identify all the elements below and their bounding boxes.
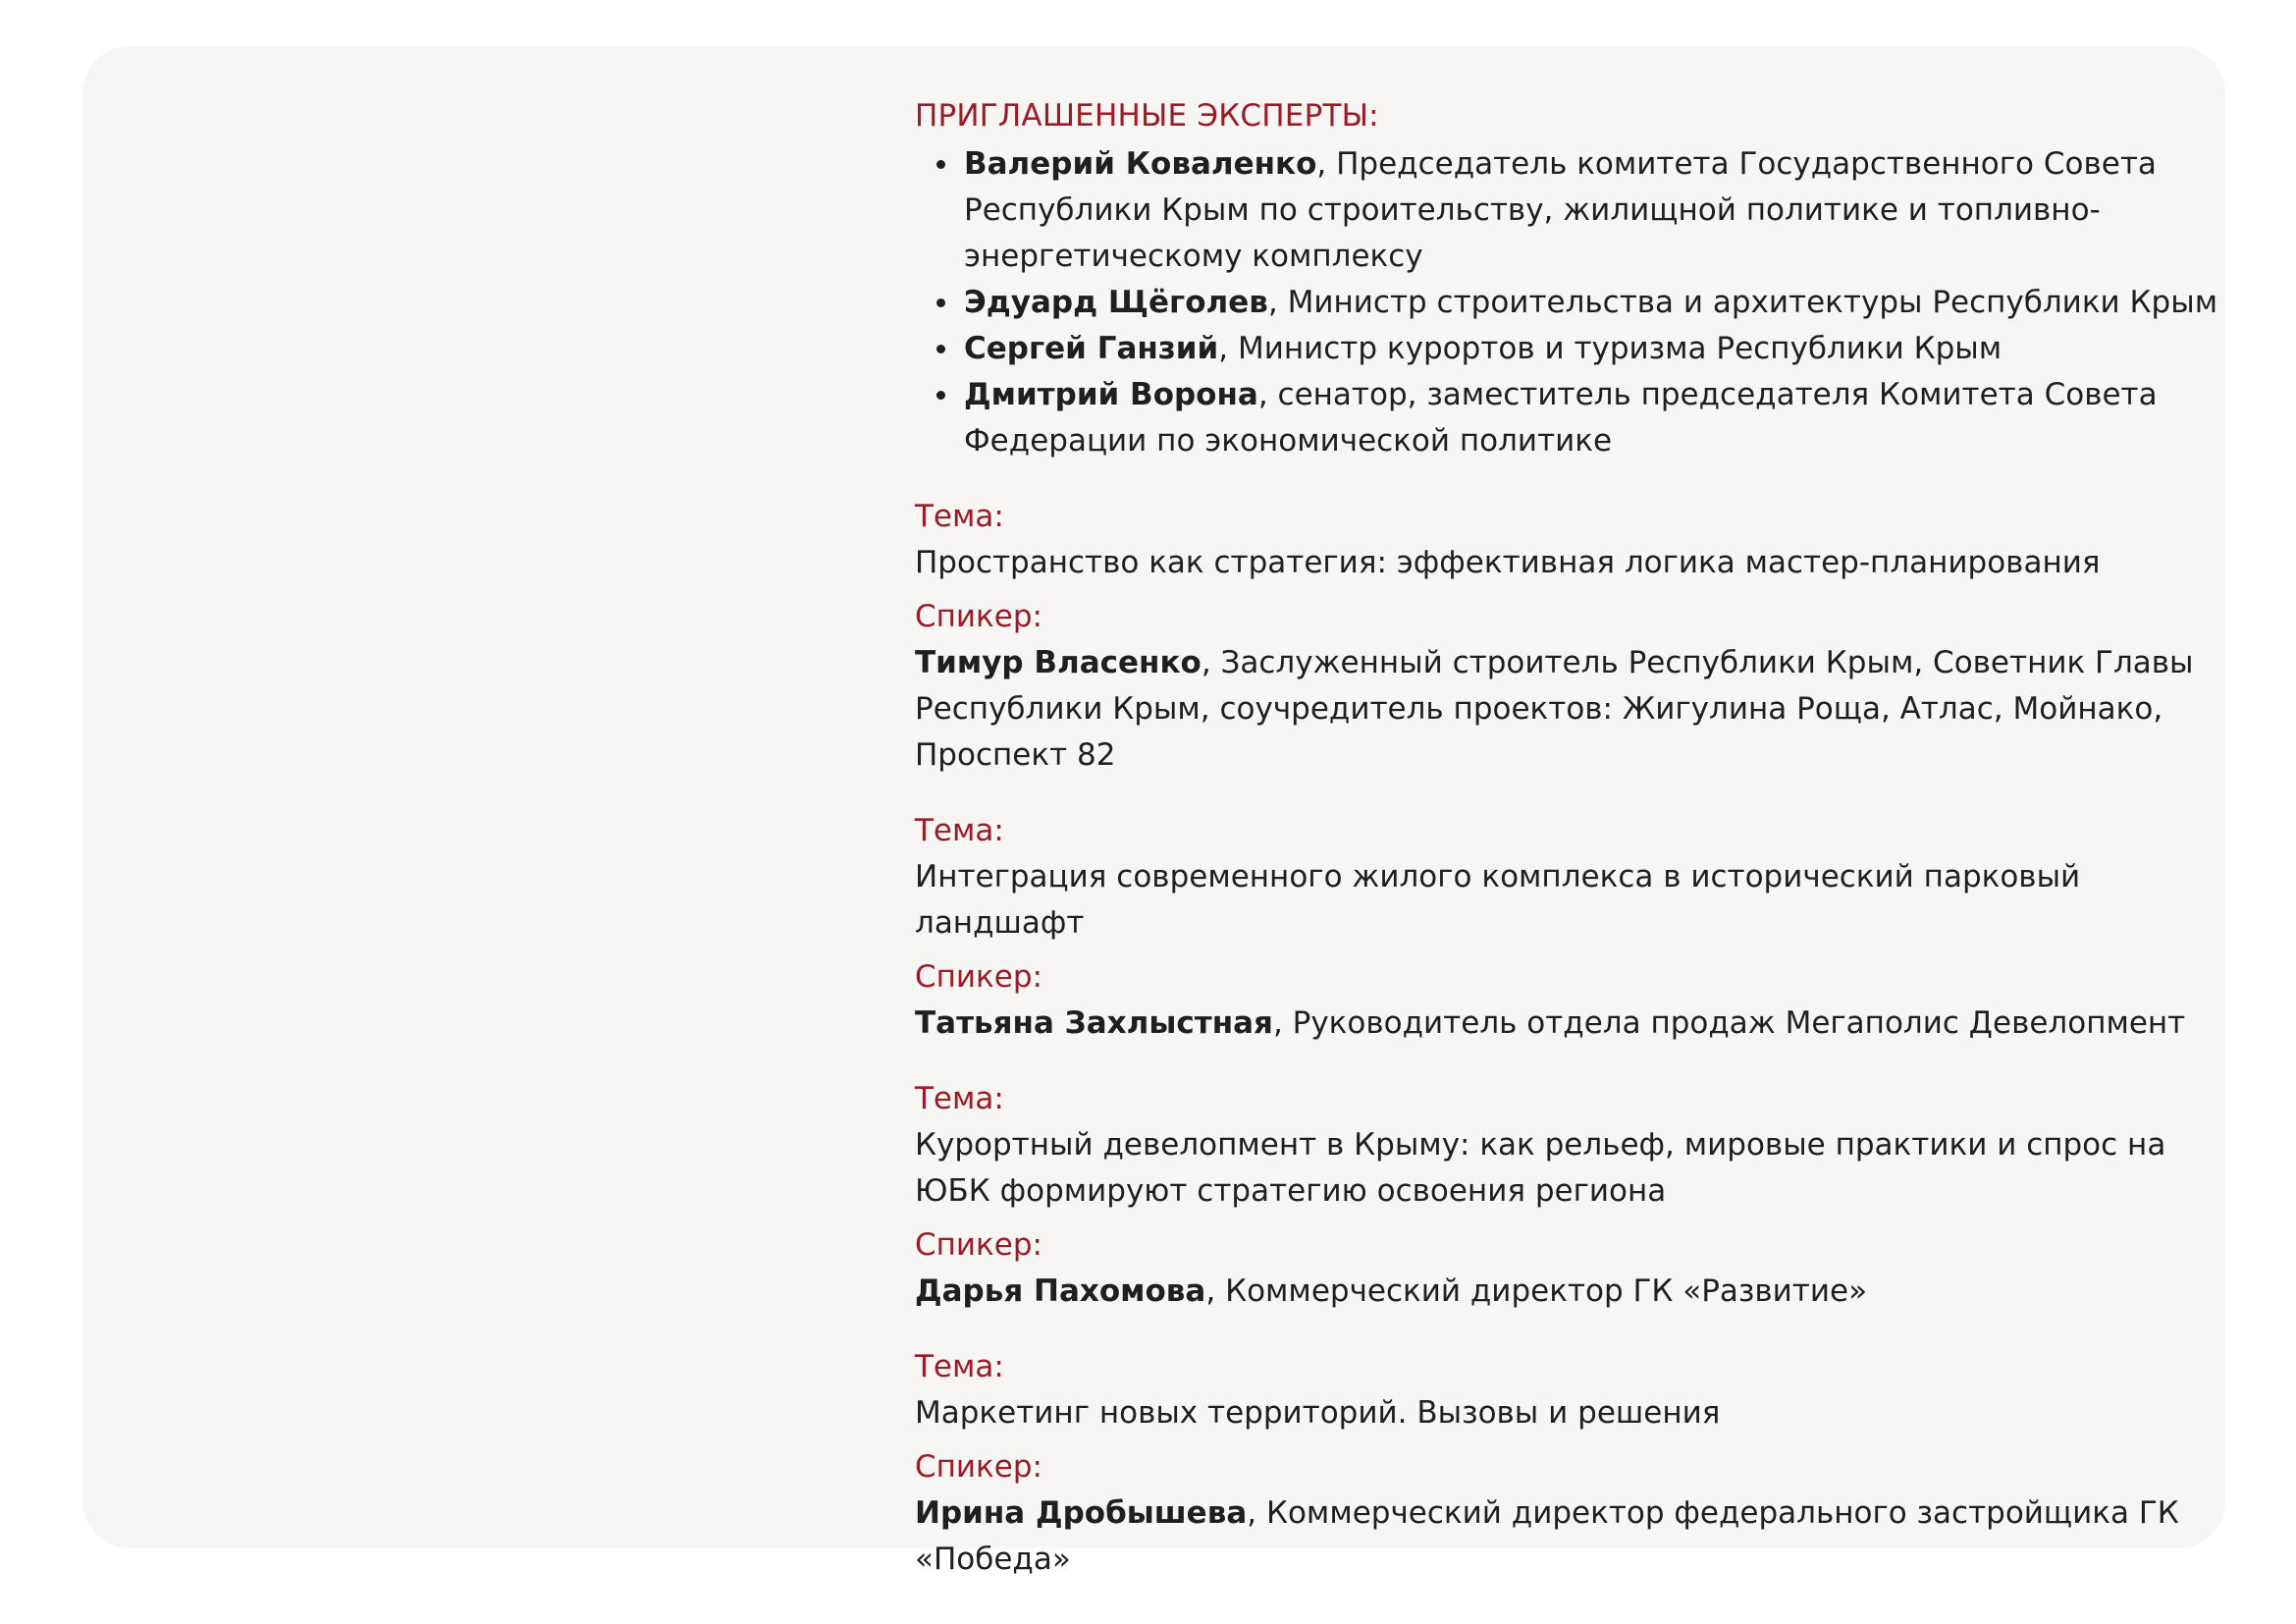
speaker-name: Дарья Пахомова (915, 1273, 1206, 1309)
expert-name: Сергей Ганзий (964, 331, 1219, 366)
topic-text: Пространство как стратегия: эффективная логика мастер-планирования (915, 545, 2101, 580)
speaker-label: Спикер: (915, 1449, 1042, 1485)
speaker-description: , Заслуженный строитель Республики Крым, Советник Главы Республики Крым, соучредитель проектов: Жигулина Роща, Атлас, Мойнако, Проспект 82 (915, 645, 2194, 773)
speaker-name: Ирина Дробышева (915, 1495, 1248, 1531)
expert-description: , Министр строительства и архитектуры Республики Крым (1267, 285, 2218, 320)
speaker-description: , Коммерческий директор ГК «Развитие» (1205, 1273, 1868, 1309)
expert-name: Валерий Коваленко (964, 146, 1317, 182)
expert-name: Дмитрий Ворона (964, 377, 1258, 412)
experts-list (915, 141, 2220, 464)
speaker-info (915, 1001, 2220, 1047)
topic-label: Тема: (915, 1081, 1004, 1116)
expert-item (915, 326, 2220, 372)
speaker-info (915, 1269, 2220, 1315)
speaker-name: Татьяна Захлыстная (915, 1005, 1273, 1041)
expert-item (915, 280, 2220, 326)
topic-label: Тема: (915, 1349, 1004, 1384)
speaker-description: , Руководитель отдела продаж Мегаполис Девелопмент (1272, 1005, 2186, 1041)
session-block (915, 1076, 2220, 1315)
speaker-label: Спикер: (915, 599, 1042, 634)
speaker-description: , Коммерческий директор федерального застройщика ГК «Победа» (915, 1495, 2179, 1577)
speaker-name: Тимур Власенко (915, 645, 1201, 680)
expert-description: , Министр курортов и туризма Республики Крым (1218, 331, 2002, 366)
topic-text: Интеграция современного жилого комплекса в исторический парковый ландшафт (915, 859, 2081, 941)
topic-label: Тема: (915, 499, 1004, 534)
program-content (915, 93, 2220, 1583)
content-card (82, 46, 2225, 1577)
speaker-info (915, 640, 2220, 779)
topic-text: Маркетинг новых территорий. Вызовы и решения (915, 1395, 1721, 1431)
speaker-label: Спикер: (915, 1227, 1042, 1263)
expert-description: , Председатель комитета Государственного Совета Республики Крым по строительству, жилищной политике и топливно-энергетическому комплексу (964, 146, 2157, 274)
expert-item (915, 141, 2220, 280)
expert-item (915, 372, 2220, 464)
experts-heading: ПРИГЛАШЕННЫЕ ЭКСПЕРТЫ: (915, 98, 1379, 134)
session-block (915, 494, 2220, 779)
expert-description: , сенатор, заместитель председателя Комитета Совета Федерации по экономической политике (964, 377, 2158, 459)
expert-name: Эдуард Щёголев (964, 285, 1268, 320)
topic-label: Тема: (915, 813, 1004, 848)
session-block (915, 808, 2220, 1047)
speaker-label: Спикер: (915, 959, 1042, 995)
session-block (915, 1344, 2220, 1583)
speaker-info (915, 1490, 2220, 1583)
topic-text: Курортный девелопмент в Крыму: как рельеф, мировые практики и спрос на ЮБК формируют стратегию освоения региона (915, 1127, 2166, 1209)
